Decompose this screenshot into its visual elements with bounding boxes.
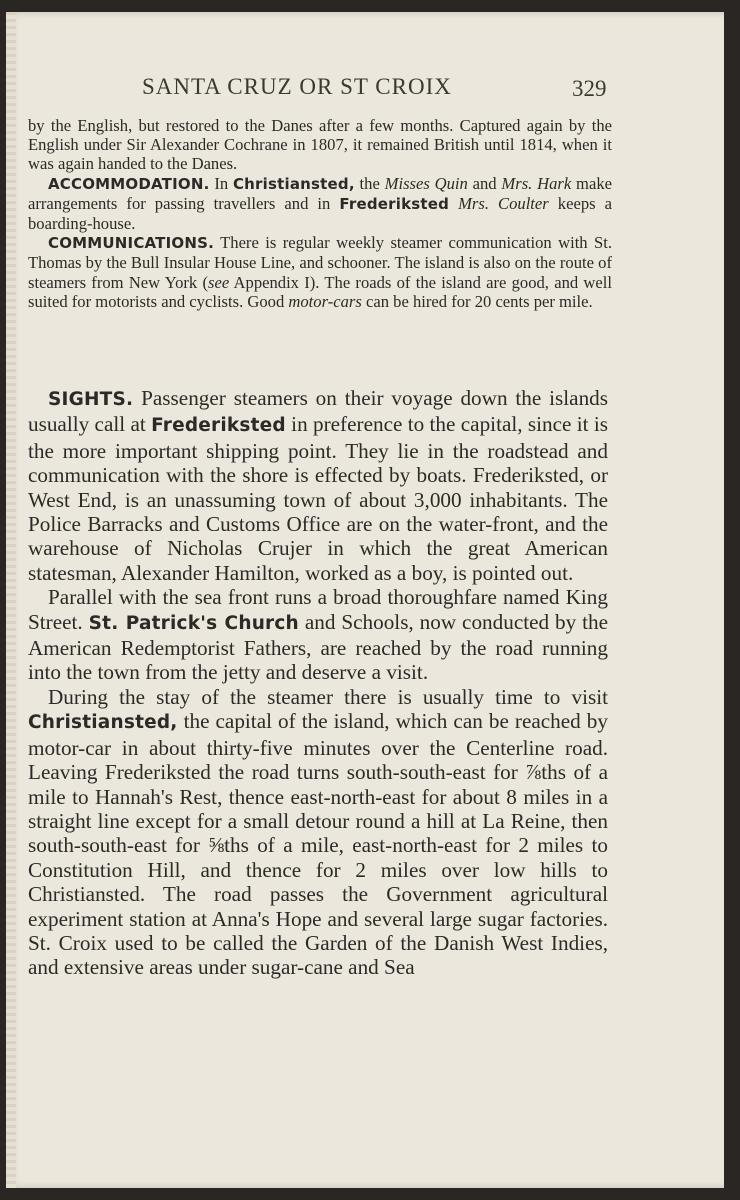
page-edge xyxy=(6,12,16,1188)
heading-sights: SIGHTS. xyxy=(48,389,134,410)
paragraph-sights: SIGHTS. Passenger steamers on their voyage down the islands usually call at Frederiksted in preference to the capital, since it is the more important shipping point. They lie in the roadstead and communication with the shore is effected by boats. Frederiksted, or West End, is an unassuming town of about 3,000 inhabitants. The Police Barracks and Customs Office are on the water-front, and the warehouse of Nicholas Crujer in which the great American statesman, Alexander Hamilton, worked as a boy, is pointed out. xyxy=(28,386,609,585)
heading-communications: COMMUNICATIONS. xyxy=(48,234,215,253)
page-header xyxy=(6,74,724,106)
paragraph-king-street: Parallel with the sea front runs a broad thoroughfare named King Street. St. Patrick's Church and Schools, now conducted by the American Redemptorist Fathers, are reached by the road running into the town from the jetty and deserve a visit. xyxy=(28,585,608,685)
running-head: SANTA CRUZ OR ST CROIX xyxy=(142,74,452,99)
sights-section xyxy=(28,386,608,980)
paragraph-communications: COMMUNICATIONS. There is regular weekly steamer communication with St. Thomas by the Bull Insular House Line, and schooner. The island is also on the route of steamers from New York (see Appendix I). The roads of the island are good, and well suited for motorists and cyclists. Good motor-cars can be hired for 20 cents per mile. xyxy=(28,233,612,311)
paragraph-accommodation: ACCOMMODATION. In Christiansted, the Misses Quin and Mrs. Hark make arrangements for passing travellers and in Frederiksted Mrs. Coulter keeps a boarding-house. xyxy=(28,173,612,234)
paragraph-christiansted: During the stay of the steamer there is usually time to visit Christiansted, the capital of the island, which can be reached by motor-car in about thirty-five minutes over the Centerline road. Leaving Frederiksted the road turns south-south-east for ⅞ths of a mile to Hannah's Rest, thence east-north-east for about 8 miles in a straight line except for a small detour round a hill at La Reine, then south-south-east for ⅝ths of a mile, east-north-east for 2 miles to Constitution Hill, and thence for 2 miles over low hills to Christiansted. The road passes the Government agricultural experiment station at Anna's Hope and several large sugar factories. St. Croix used to be called the Garden of the Danish West Indies, and extensive areas under sugar-cane and Sea xyxy=(28,684,608,980)
paragraph-history: by the English, but restored to the Danes after a few months. Captured again by the English under Sir Alexander Cochrane in 1807, it remained British until 1814, when it was again handed to the Danes. xyxy=(28,116,612,174)
book-page xyxy=(6,12,724,1188)
heading-accommodation: ACCOMMODATION. xyxy=(48,174,210,193)
small-print-section xyxy=(28,116,612,311)
page-number: 329 xyxy=(572,76,607,101)
